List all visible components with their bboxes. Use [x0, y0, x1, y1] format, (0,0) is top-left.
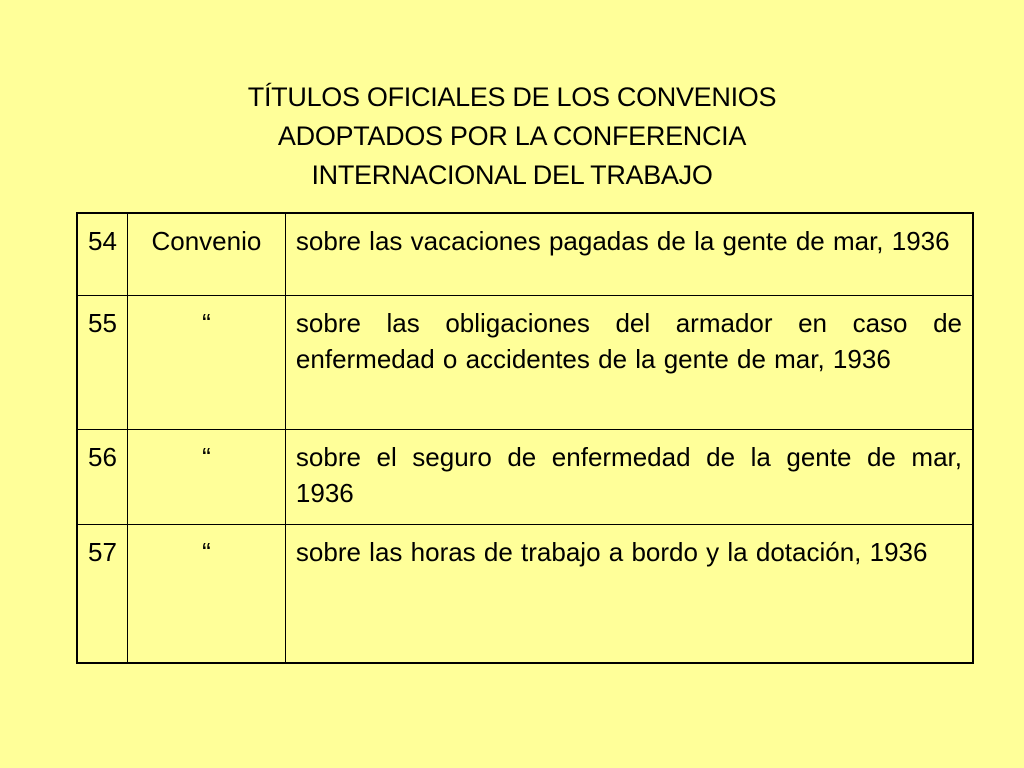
convention-number: 57 [77, 524, 127, 663]
title-line-3: INTERNACIONAL DEL TRABAJO [311, 160, 713, 190]
convention-description: sobre las horas de trabajo a bordo y la dotación, 1936 [285, 524, 973, 663]
convention-kind: “ [127, 295, 285, 429]
title-line-1: TÍTULOS OFICIALES DE LOS CONVENIOS [247, 82, 777, 112]
convention-description: sobre el seguro de enfermedad de la gente de mar, 1936 [285, 429, 973, 524]
table-row [77, 429, 973, 524]
convention-kind: “ [127, 524, 285, 663]
table-row [77, 295, 973, 429]
slide-title [0, 78, 1024, 195]
convention-description: sobre las vacaciones pagadas de la gente de mar, 1936 [285, 213, 973, 295]
convention-number: 54 [77, 213, 127, 295]
conventions-table [76, 212, 974, 664]
table-row [77, 524, 973, 663]
convention-number: 55 [77, 295, 127, 429]
convention-kind: “ [127, 429, 285, 524]
title-line-2: ADOPTADOS POR LA CONFERENCIA [277, 121, 747, 151]
convention-kind: Convenio [127, 213, 285, 295]
table-row [77, 213, 973, 295]
convention-description: sobre las obligaciones del armador en caso de enfermedad o accidentes de la gente de mar, 1936 [285, 295, 973, 429]
convention-number: 56 [77, 429, 127, 524]
